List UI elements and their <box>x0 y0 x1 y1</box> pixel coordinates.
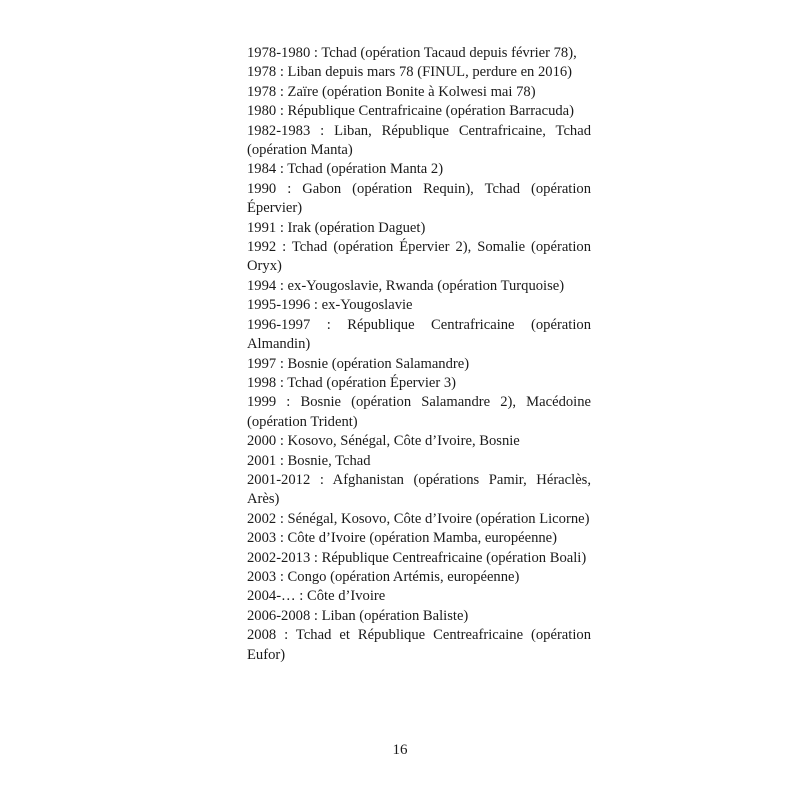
list-entry: 2003 : Congo (opération Artémis, européenne) <box>247 568 520 585</box>
list-entry: 1982-1983 : Liban, République Centrafricaine, Tchad (opération Manta) <box>247 122 591 159</box>
list-entry: 1999 : Bosnie (opération Salamandre 2), Macédoine (opération Trident) <box>247 394 591 430</box>
list-entry: 2001 : Bosnie, Tchad <box>247 452 371 469</box>
list-entry: 2000 : Kosovo, Sénégal, Côte d’Ivoire, Bosnie <box>247 433 520 450</box>
list-entry: 1990 : Gabon (opération Requin), Tchad (opération Épervier) <box>247 180 591 217</box>
list-entry: 1998 : Tchad (opération Épervier 3) <box>247 374 457 391</box>
list-entry: 1978 : Zaïre (opération Bonite à Kolwesi mai 78) <box>247 83 536 100</box>
list-entry: 2004-… : Côte d’Ivoire <box>247 588 386 605</box>
page-number: 16 <box>392 742 408 758</box>
list-entry: 1991 : Irak (opération Daguet) <box>247 219 426 236</box>
list-entry: 2006-2008 : Liban (opération Baliste) <box>247 607 469 624</box>
list-entry: 1997 : Bosnie (opération Salamandre) <box>247 355 470 372</box>
list-entry: 1995-1996 : ex-Yougoslavie <box>247 297 413 314</box>
list-entry: 2003 : Côte d’Ivoire (opération Mamba, européenne) <box>247 530 558 547</box>
list-entry: 1994 : ex-Yougoslavie, Rwanda (opération Turquoise) <box>247 277 565 294</box>
list-entry: 1980 : République Centrafricaine (opération Barracuda) <box>247 103 575 120</box>
list-entry: 1984 : Tchad (opération Manta 2) <box>247 161 444 178</box>
list-entry: 1996-1997 : République Centrafricaine (opération Almandin) <box>247 316 591 353</box>
list-entry: 2002-2013 : République Centreafricaine (opération Boali) <box>247 549 587 566</box>
list-entry: 2008 : Tchad et République Centreafricaine (opération Eufor) <box>247 627 591 663</box>
operations-list <box>247 44 591 665</box>
list-entry: 2002 : Sénégal, Kosovo, Côte d’Ivoire (opération Licorne) <box>247 510 590 527</box>
list-entry: 1978-1980 : Tchad (opération Tacaud depuis février 78), <box>247 45 577 61</box>
list-entry: 1992 : Tchad (opération Épervier 2), Somalie (opération Oryx) <box>247 239 591 275</box>
list-entry: 1978 : Liban depuis mars 78 (FINUL, perdure en 2016) <box>247 64 573 81</box>
list-entry: 2001-2012 : Afghanistan (opérations Pamir, Héraclès, Arès) <box>247 471 591 508</box>
